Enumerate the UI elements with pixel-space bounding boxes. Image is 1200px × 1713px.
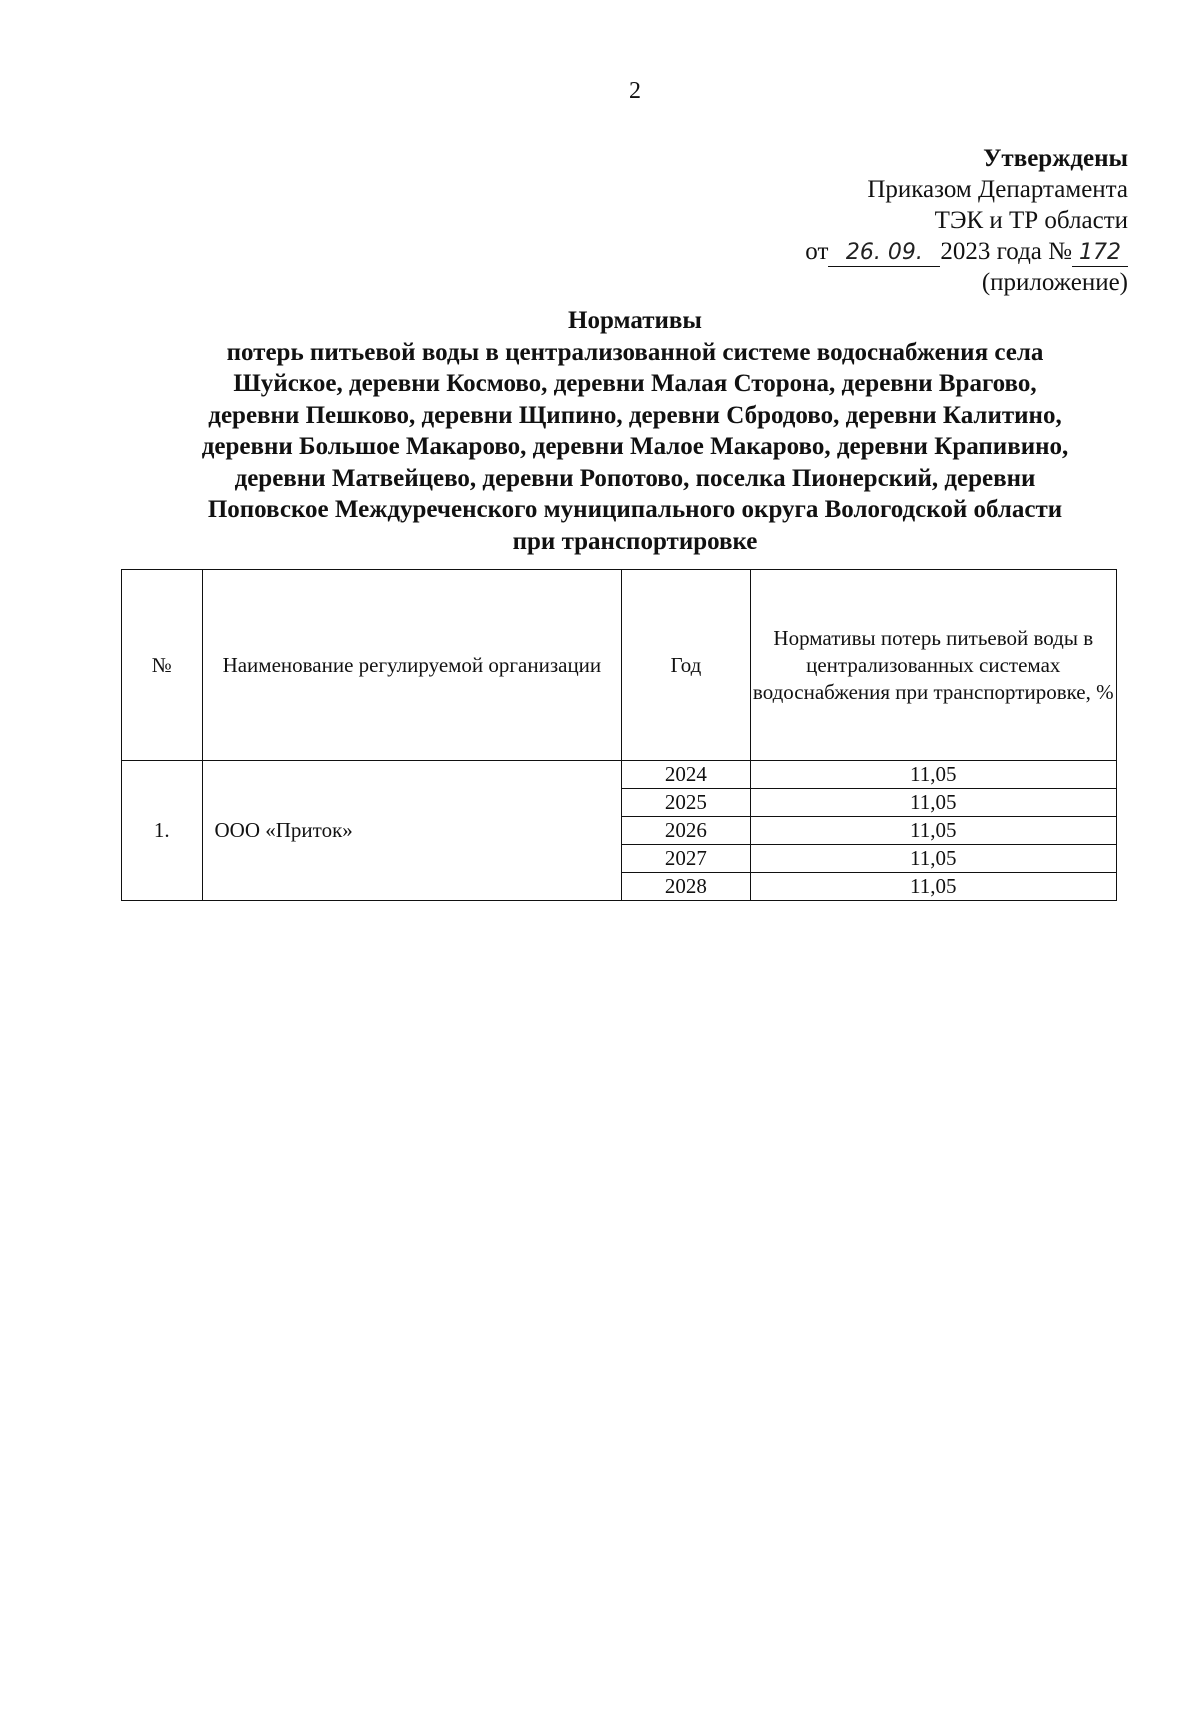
title-line: Шуйское, деревни Космово, деревни Малая Сторона, деревни Врагово, <box>233 370 1037 397</box>
year-text: 2023 года № <box>940 238 1072 265</box>
row-num: 1. <box>122 761 203 901</box>
page-number: 2 <box>629 78 641 104</box>
row-value: 11,05 <box>750 761 1116 789</box>
table-header-row <box>122 570 1117 761</box>
date-prefix: от <box>805 238 829 265</box>
title-heading: Нормативы <box>568 307 702 334</box>
row-value: 11,05 <box>750 873 1116 901</box>
header-norm: Нормативы потерь питьевой воды в централизованных системах водоснабжения при транспортировке, % <box>750 570 1116 761</box>
row-value: 11,05 <box>750 789 1116 817</box>
norms-table <box>121 569 1117 901</box>
row-year: 2024 <box>622 761 750 789</box>
row-value: 11,05 <box>750 817 1116 845</box>
title-line: деревни Пешково, деревни Щипино, деревни Сбродово, деревни Калитино, <box>208 401 1062 429</box>
document-title <box>130 305 1140 557</box>
title-line: деревни Матвейцево, деревни Ропотово, поселка Пионерский, деревни <box>234 464 1036 492</box>
header-year: Год <box>622 570 750 761</box>
table-row <box>122 761 1117 789</box>
title-line: Поповское Междуреченского муниципального округа Вологодской области <box>207 496 1063 523</box>
header-org: Наименование регулируемой организации <box>202 570 622 761</box>
approval-line-1: Приказом Департамента <box>867 176 1128 203</box>
row-org: ООО «Приток» <box>202 761 622 901</box>
handwritten-number: 172 <box>1072 240 1128 267</box>
header-num: № <box>122 570 203 761</box>
annex-label: (приложение) <box>981 269 1128 296</box>
title-line: деревни Большое Макарово, деревни Малое Макарово, деревни Крапивино, <box>201 433 1069 460</box>
approval-block <box>805 143 1128 298</box>
row-year: 2027 <box>622 845 750 873</box>
approved-label: Утверждены <box>983 145 1128 172</box>
title-line: при транспортировке <box>512 527 758 555</box>
row-value: 11,05 <box>750 845 1116 873</box>
approval-date-line <box>805 236 1128 267</box>
row-year: 2025 <box>622 789 750 817</box>
row-year: 2028 <box>622 873 750 901</box>
approval-line-2: ТЭК и ТР области <box>934 207 1128 234</box>
title-line: потерь питьевой воды в централизованной системе водоснабжения села <box>226 338 1044 366</box>
handwritten-date: 26. 09. <box>828 240 940 267</box>
row-year: 2026 <box>622 817 750 845</box>
